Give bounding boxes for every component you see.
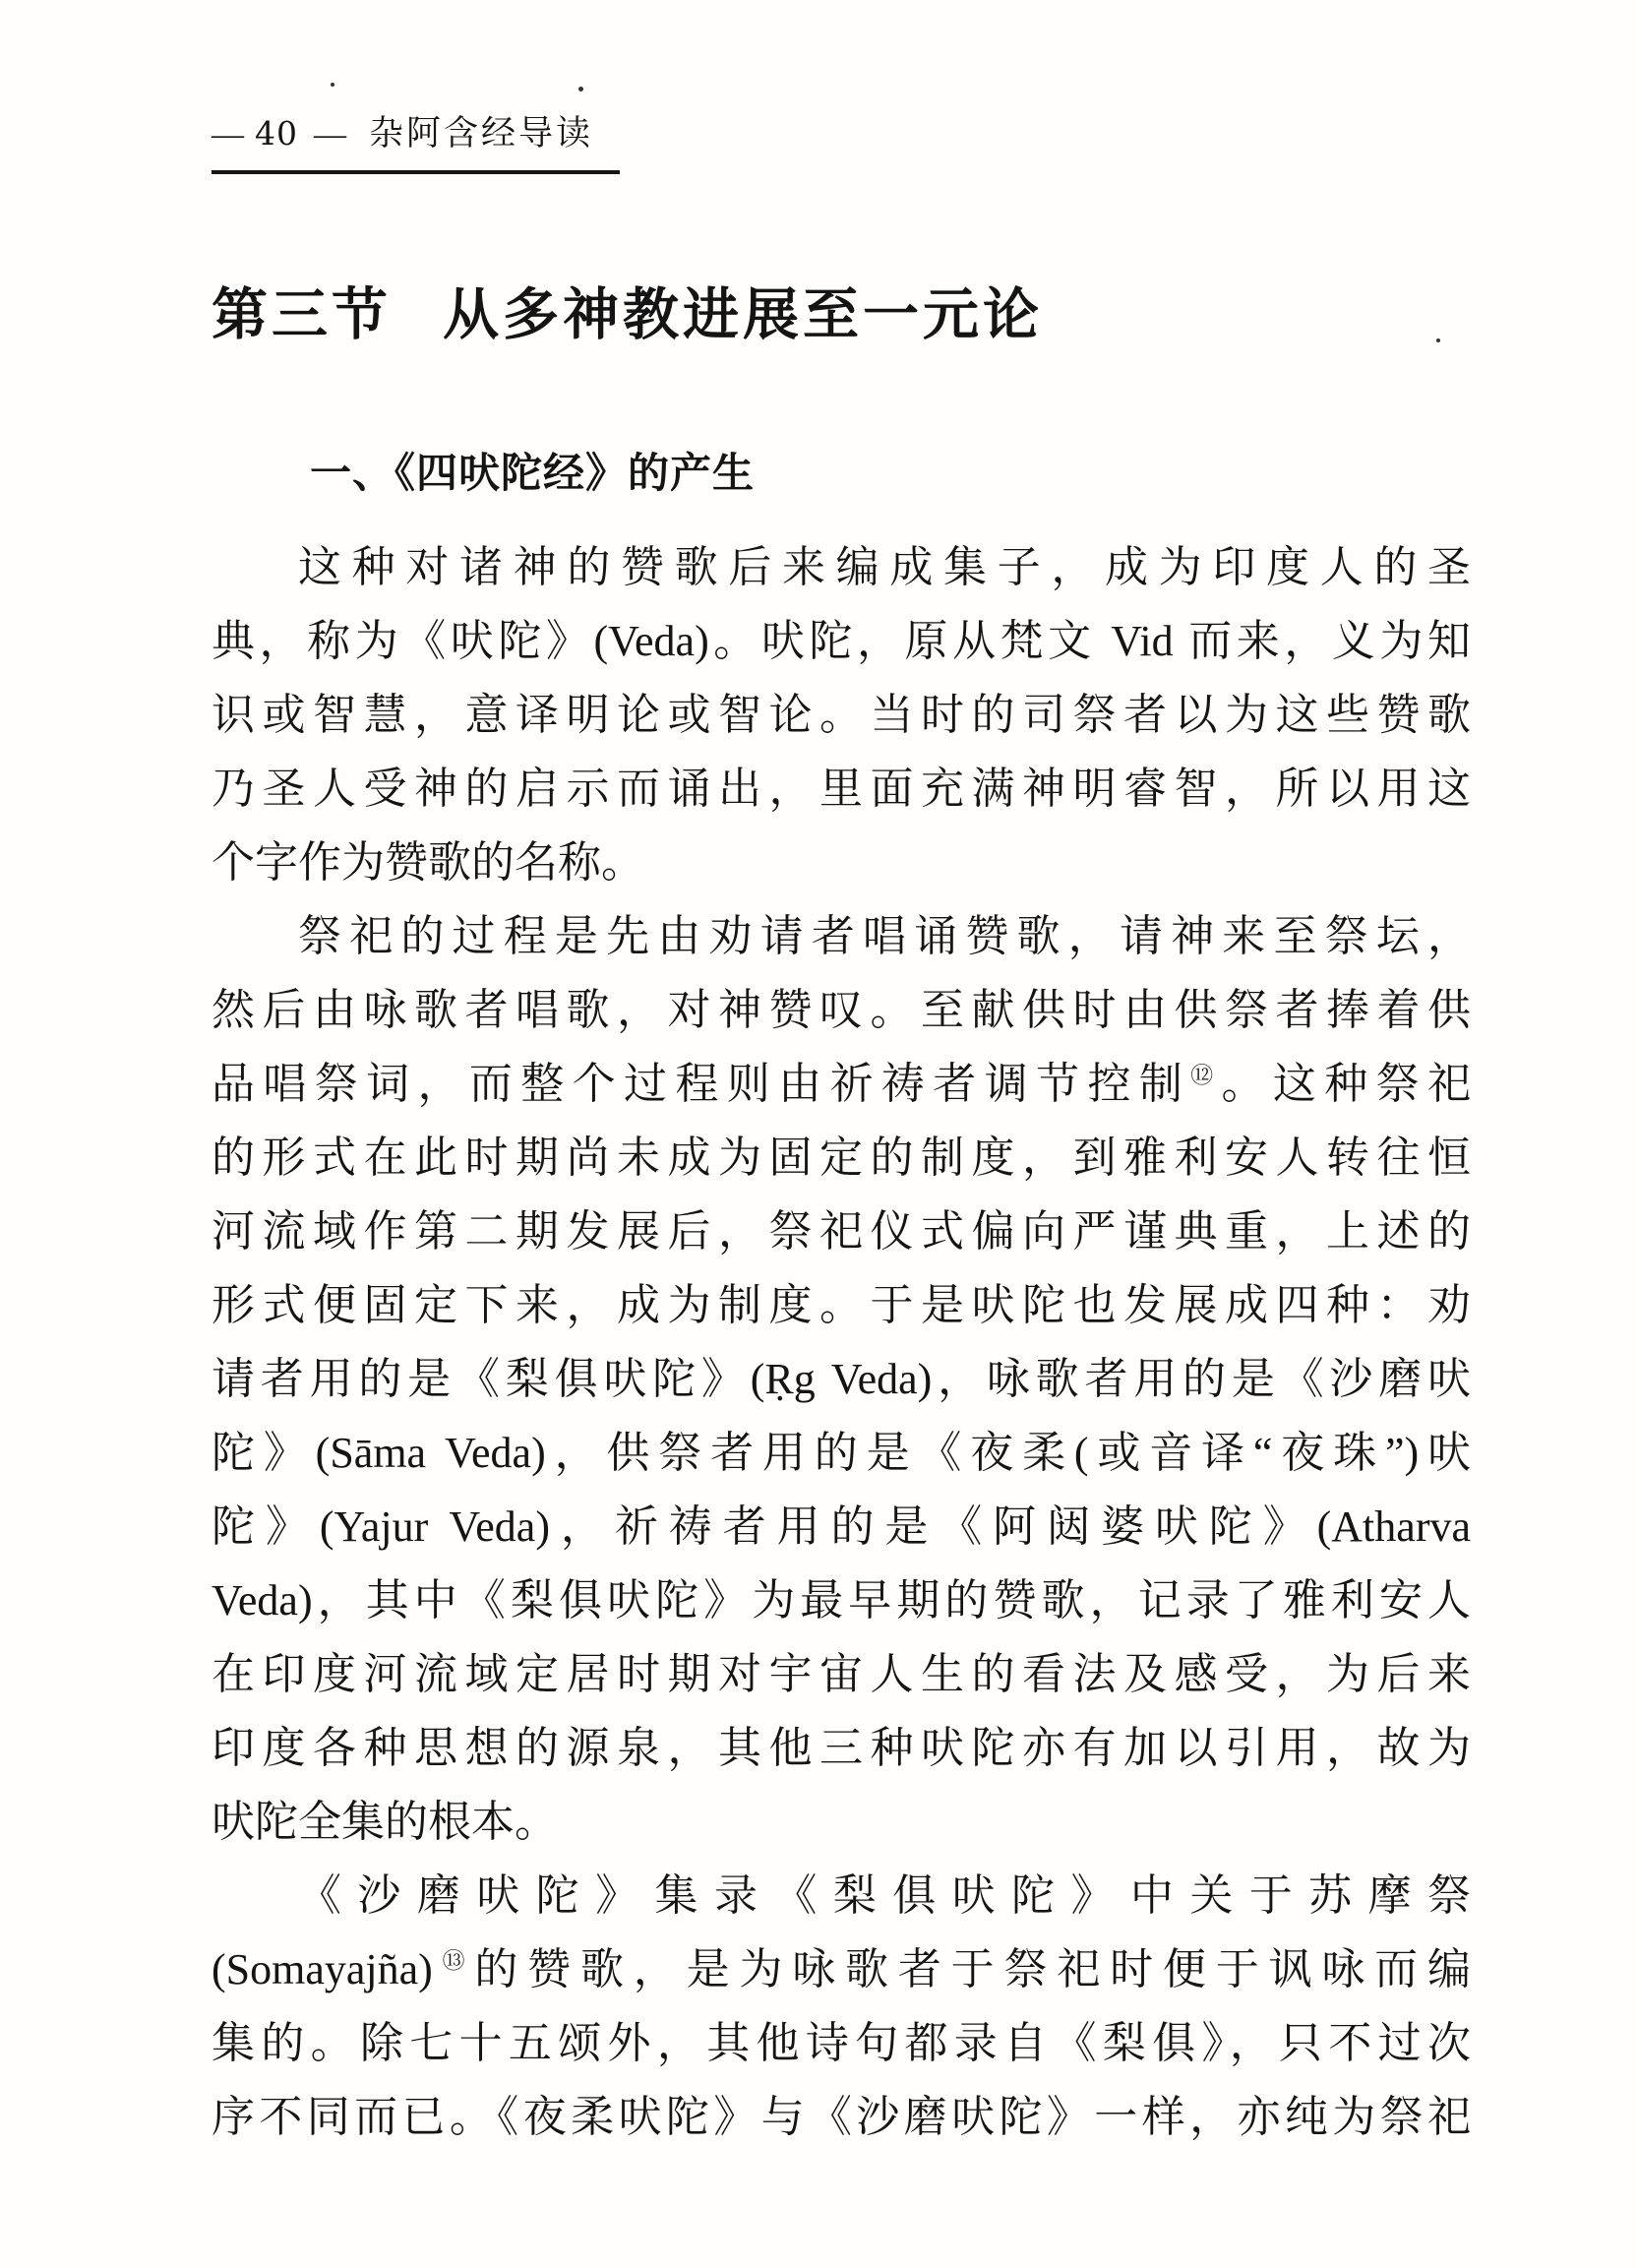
footnote-marker: ⑫ (1190, 1063, 1222, 1088)
text-line: 印度各种思想的源泉，其他三种吠陀亦有加以引用，故为 (212, 1724, 1471, 1772)
text-line: (Somayajña)⑬的赞歌，是为咏歌者于祭祀时便于讽咏而编 (212, 1945, 1471, 1993)
scan-speck (331, 83, 334, 87)
text-line: 陀》(Yajur Veda)，祈祷者用的是《阿闼婆吠陀》(Atharva (212, 1502, 1471, 1551)
page-body (212, 530, 1471, 2154)
text-line: 《沙磨吠陀》集录《梨俱吠陀》中关于苏摩祭 (298, 1871, 1471, 1920)
text-line: 这种对诸神的赞歌后来编成集子，成为印度人的圣 (298, 543, 1471, 591)
header-rule (212, 170, 620, 174)
text-line: 典，称为《吠陀》(Veda)。吠陀，原从梵文 Vid 而来，义为知 (212, 617, 1471, 665)
section-title-text: 从多神教进展至一元论 (443, 283, 1043, 346)
text-line: 祭祀的过程是先由劝请者唱诵赞歌，请神来至祭坛， (298, 912, 1471, 960)
section-number: 第三节 (212, 283, 392, 346)
paragraph (212, 899, 1471, 1859)
running-head (212, 110, 1471, 158)
text-line: 河流域作第二期发展后，祭祀仪式偏向严谨典重，上述的 (212, 1207, 1471, 1256)
text-line: 序不同而已。《夜柔吠陀》与《沙磨吠陀》一样，亦纯为祭祀 (212, 2093, 1471, 2141)
header-dash-right: — (314, 117, 347, 153)
text-line: 吠陀全集的根本。 (212, 1798, 558, 1846)
text-line: 识或智慧，意译明论或智论。当时的司祭者以为这些赞歌 (212, 691, 1471, 739)
section-title (212, 282, 1471, 347)
text-line: 集的。除七十五颂外，其他诗句都录自《梨俱》，只不过次 (212, 2019, 1471, 2067)
text-line: 形式便固定下来，成为制度。于是吠陀也发展成四种：劝 (212, 1281, 1471, 1329)
text-line: 然后由咏歌者唱歌，对神赞叹。至献供时由供祭者捧着供 (212, 986, 1471, 1034)
header-dash-left: — (212, 117, 245, 153)
scan-speck (578, 87, 583, 92)
text-line: 陀》(Sāma Veda)，供祭者用的是《夜柔(或音译“夜珠”)吠 (212, 1429, 1471, 1477)
text-line: 的形式在此时期尚未成为固定的制度，到雅利安人转往恒 (212, 1134, 1471, 1182)
text-line: 个字作为赞歌的名称。 (212, 838, 644, 887)
scan-speck (1436, 338, 1440, 342)
paragraph (212, 1859, 1471, 2154)
subsection-title: 一、《四吠陀经》的产生 (310, 450, 756, 496)
text-line: 品唱祭词，而整个过程则由祈祷者调节控制⑫。这种祭祀 (212, 1060, 1471, 1108)
text-line: 在印度河流域定居时期对宇宙人生的看法及感受，为后来 (212, 1650, 1471, 1698)
footnote-marker: ⑬ (432, 1948, 475, 1974)
text-line: 乃圣人受神的启示而诵出，里面充满神明睿智，所以用这 (212, 765, 1471, 813)
paragraph (212, 530, 1471, 899)
text-line: Veda)，其中《梨俱吠陀》为最早期的赞歌，记录了雅利安人 (212, 1576, 1471, 1624)
book-title: 杂阿含经导读 (369, 114, 594, 153)
text-line: 请者用的是《梨俱吠陀》(Ṛg Veda)，咏歌者用的是《沙磨吠 (212, 1355, 1471, 1403)
page-number: 40 (255, 114, 298, 153)
